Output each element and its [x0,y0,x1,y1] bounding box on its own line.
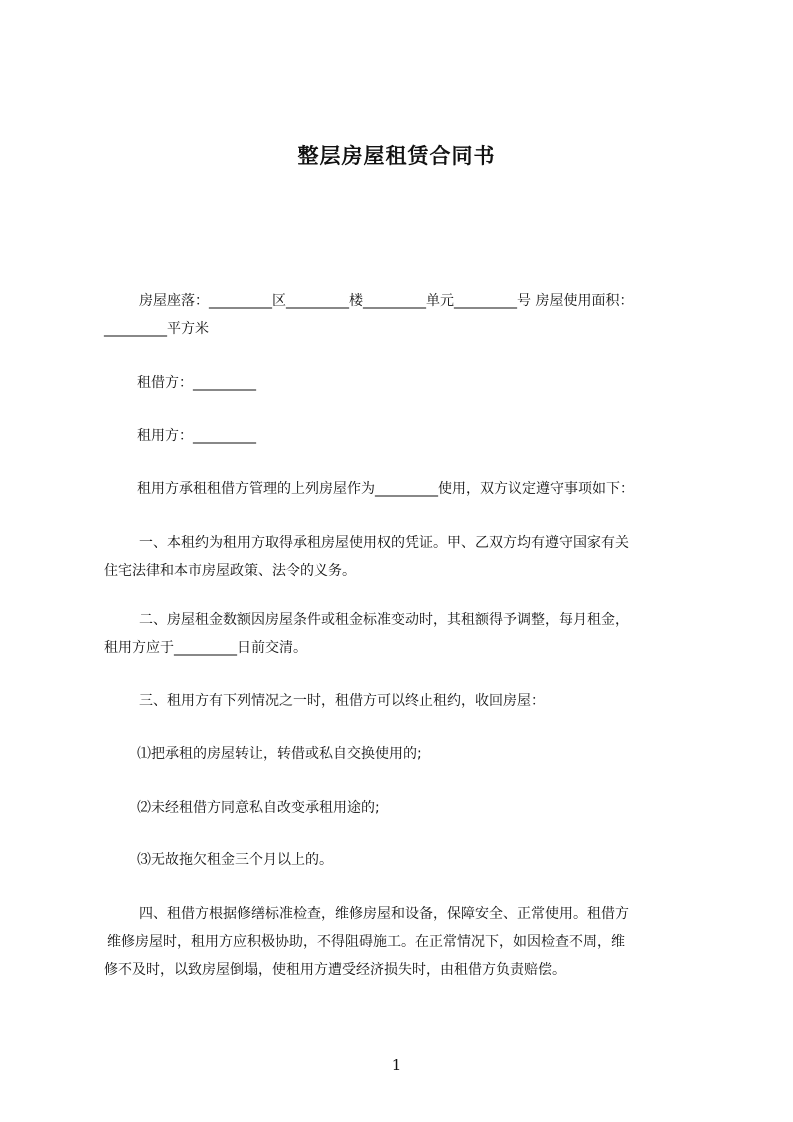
clause-4-line-3: 修不及时，以致房屋倒塌，使租用方遭受经济损失时，由租借方负责赔偿。 [104,962,566,978]
clause-3-line: 三、租用方有下列情况之一时，租借方可以终止租约，收回房屋： [139,693,545,709]
clause-1-line-2: 住宅法律和本市房屋政策、法令的义务。 [104,563,356,579]
clause-2-line-1: 二、房屋租金数额因房屋条件或租金标准变动时，其租额得予调整，每月租金， [139,612,629,628]
lessor-line: 租借方：_________ [137,375,256,391]
clause-3-item-1: ⑴把承租的房屋转让，转借或私自交换使用的; [137,746,422,762]
clause-1-line-1: 一、本租约为租用方取得承租房屋使用权的凭证。甲、乙双方均有遵守国家有关 [139,535,629,551]
page-number: 1 [391,1056,402,1074]
lessee-line: 租用方：_________ [137,428,256,444]
page-title: 整层房屋租赁合同书 [297,144,496,168]
clause-2-line-2: 租用方应于_________日前交清。 [104,640,307,656]
clause-4-line-1: 四、租借方根据修缮标准检查，维修房屋和设备，保障安全、正常使用。租借方 [139,906,629,922]
clause-4-line-2: 维修房屋时，租用方应积极协助，不得阻碍施工。在正常情况下，如因检查不周，维 [107,934,625,950]
clause-3-item-3: ⑶无故拖欠租金三个月以上的。 [137,852,333,868]
location-line: 房屋座落：_________区_________楼_________单元_________号 房屋使用面积： [139,293,634,309]
intro-line: 租用方承租租借方管理的上列房屋作为_________使用，双方议定遵守事项如下： [137,481,634,497]
clause-3-item-2: ⑵未经租借方同意私自改变承租用途的; [137,800,380,816]
area-line: _________平方米 [104,321,209,337]
